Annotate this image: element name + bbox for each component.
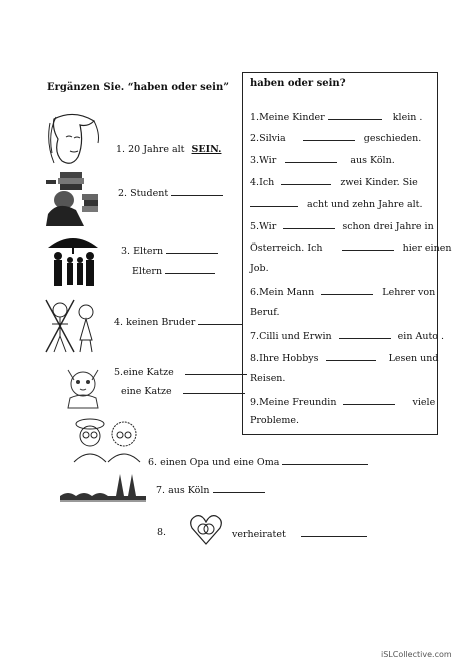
- grandparents-icon: [68, 416, 146, 464]
- item-1: [116, 144, 221, 155]
- item-4-blank[interactable]: [198, 315, 242, 325]
- item-3b: [132, 264, 215, 277]
- box-line-3: [250, 153, 395, 166]
- box-line-2-end: geschieden.: [363, 133, 422, 144]
- item-8: [232, 527, 367, 540]
- item-5b: [121, 384, 245, 397]
- box-line-14: [250, 395, 435, 408]
- box-line-9: [250, 285, 435, 298]
- box-line-1-end: klein .: [392, 112, 423, 123]
- item-7: [156, 483, 265, 496]
- woman-face-icon: [44, 113, 104, 169]
- box-line-7: [250, 241, 451, 254]
- wedding-rings-heart-icon: [188, 512, 224, 546]
- box-line-12-start: 8.Ihre Hobbys: [250, 353, 319, 364]
- box-line-11-start: 7.Cilli und Erwin: [250, 331, 332, 342]
- box-line-1-blank[interactable]: [328, 110, 382, 120]
- item-1-answer: SEIN.: [191, 144, 222, 155]
- item-5: [114, 365, 247, 378]
- worksheet-title: Ergänzen Sie. “haben oder sein”: [47, 82, 229, 93]
- item-7-text: 7. aus Köln: [156, 485, 210, 496]
- item-6-text: 6. einen Opa und eine Oma: [148, 457, 280, 468]
- item-1-text: 1. 20 Jahre alt: [116, 144, 185, 155]
- haben-oder-sein-box: [242, 72, 452, 435]
- item-8-number: 8.: [157, 527, 167, 538]
- box-line-5-blank[interactable]: [250, 197, 298, 207]
- box-line-14-start: 9.Meine Freundin: [250, 397, 337, 408]
- box-line-7-end: hier einen: [402, 243, 452, 254]
- item-4: [114, 315, 242, 328]
- item-5b-text: eine Katze: [121, 386, 172, 397]
- box-line-6-end: schon drei Jahre in: [342, 221, 434, 232]
- item-2-text: 2. Student: [118, 188, 169, 199]
- item-3-text: 3. Eltern: [121, 246, 164, 257]
- box-line-13: [250, 373, 285, 384]
- box-line-4-end: zwei Kinder. Sie: [340, 177, 418, 188]
- item-5-text: 5.eine Katze: [114, 367, 174, 378]
- box-line-11: [250, 329, 444, 342]
- box-line-11-blank[interactable]: [339, 329, 391, 339]
- item-3b-text: Eltern: [132, 266, 163, 277]
- item-3: [121, 244, 218, 257]
- footer-watermark: iSLCollective.com: [381, 650, 452, 659]
- family-umbrella-icon: [44, 232, 102, 288]
- box-line-14-end: viele: [412, 397, 436, 408]
- box-line-15: [250, 415, 299, 426]
- box-line-7-start: Österreich. Ich: [250, 243, 323, 254]
- box-line-3-start: 3.Wir: [250, 155, 277, 166]
- box-line-8: [250, 263, 269, 274]
- box-line-4-blank[interactable]: [281, 175, 331, 185]
- box-line-6: [250, 219, 434, 232]
- box-title: haben oder sein?: [250, 78, 346, 89]
- cat-icon: [60, 362, 106, 410]
- box-line-7-blank[interactable]: [342, 241, 394, 251]
- student-books-icon: [38, 170, 102, 228]
- box-line-6-blank[interactable]: [283, 219, 335, 229]
- box-line-2: [250, 131, 421, 144]
- box-line-2-blank[interactable]: [303, 131, 355, 141]
- cologne-skyline-icon: [60, 470, 146, 504]
- box-line-13-start: Reisen.: [250, 373, 286, 384]
- box-line-9-end: Lehrer von: [382, 287, 436, 298]
- item-2: [118, 186, 223, 199]
- item-4-text: 4. keinen Bruder: [114, 317, 196, 328]
- box-line-3-end: aus Köln.: [350, 155, 395, 166]
- item-6: [148, 455, 368, 468]
- item-2-blank[interactable]: [171, 186, 223, 196]
- box-line-9-blank[interactable]: [321, 285, 373, 295]
- crossed-siblings-icon: [42, 296, 104, 356]
- box-line-5: [250, 197, 423, 210]
- box-line-9-start: 6.Mein Mann: [250, 287, 315, 298]
- box-line-12: [250, 351, 438, 364]
- item-7-blank[interactable]: [213, 483, 265, 493]
- box-line-10-start: Beruf.: [250, 307, 280, 318]
- item-6-blank[interactable]: [282, 455, 368, 465]
- box-line-12-end: Lesen und: [388, 353, 439, 364]
- box-line-15-start: Probleme.: [250, 415, 300, 426]
- box-line-1-start: 1.Meine Kinder: [250, 112, 325, 123]
- box-line-14-blank[interactable]: [343, 395, 395, 405]
- box-line-4: [250, 175, 418, 188]
- item-3b-blank[interactable]: [165, 264, 215, 274]
- item-5b-blank[interactable]: [183, 384, 245, 394]
- box-line-6-start: 5.Wir: [250, 221, 277, 232]
- box-line-8-start: Job.: [250, 263, 269, 274]
- box-line-4-start: 4.Ich: [250, 177, 275, 188]
- item-3-blank[interactable]: [166, 244, 218, 254]
- item-8-text: verheiratet: [232, 529, 286, 540]
- box-line-1: [250, 110, 422, 123]
- item-8-blank[interactable]: [301, 527, 367, 537]
- box-line-10: [250, 307, 279, 318]
- box-line-3-blank[interactable]: [285, 153, 337, 163]
- box-line-5-end: acht und zehn Jahre alt.: [307, 199, 423, 210]
- box-line-12-blank[interactable]: [326, 351, 376, 361]
- box-line-11-end: ein Auto .: [397, 331, 445, 342]
- item-5-blank[interactable]: [185, 365, 247, 375]
- box-line-2-start: 2.Silvia: [250, 133, 286, 144]
